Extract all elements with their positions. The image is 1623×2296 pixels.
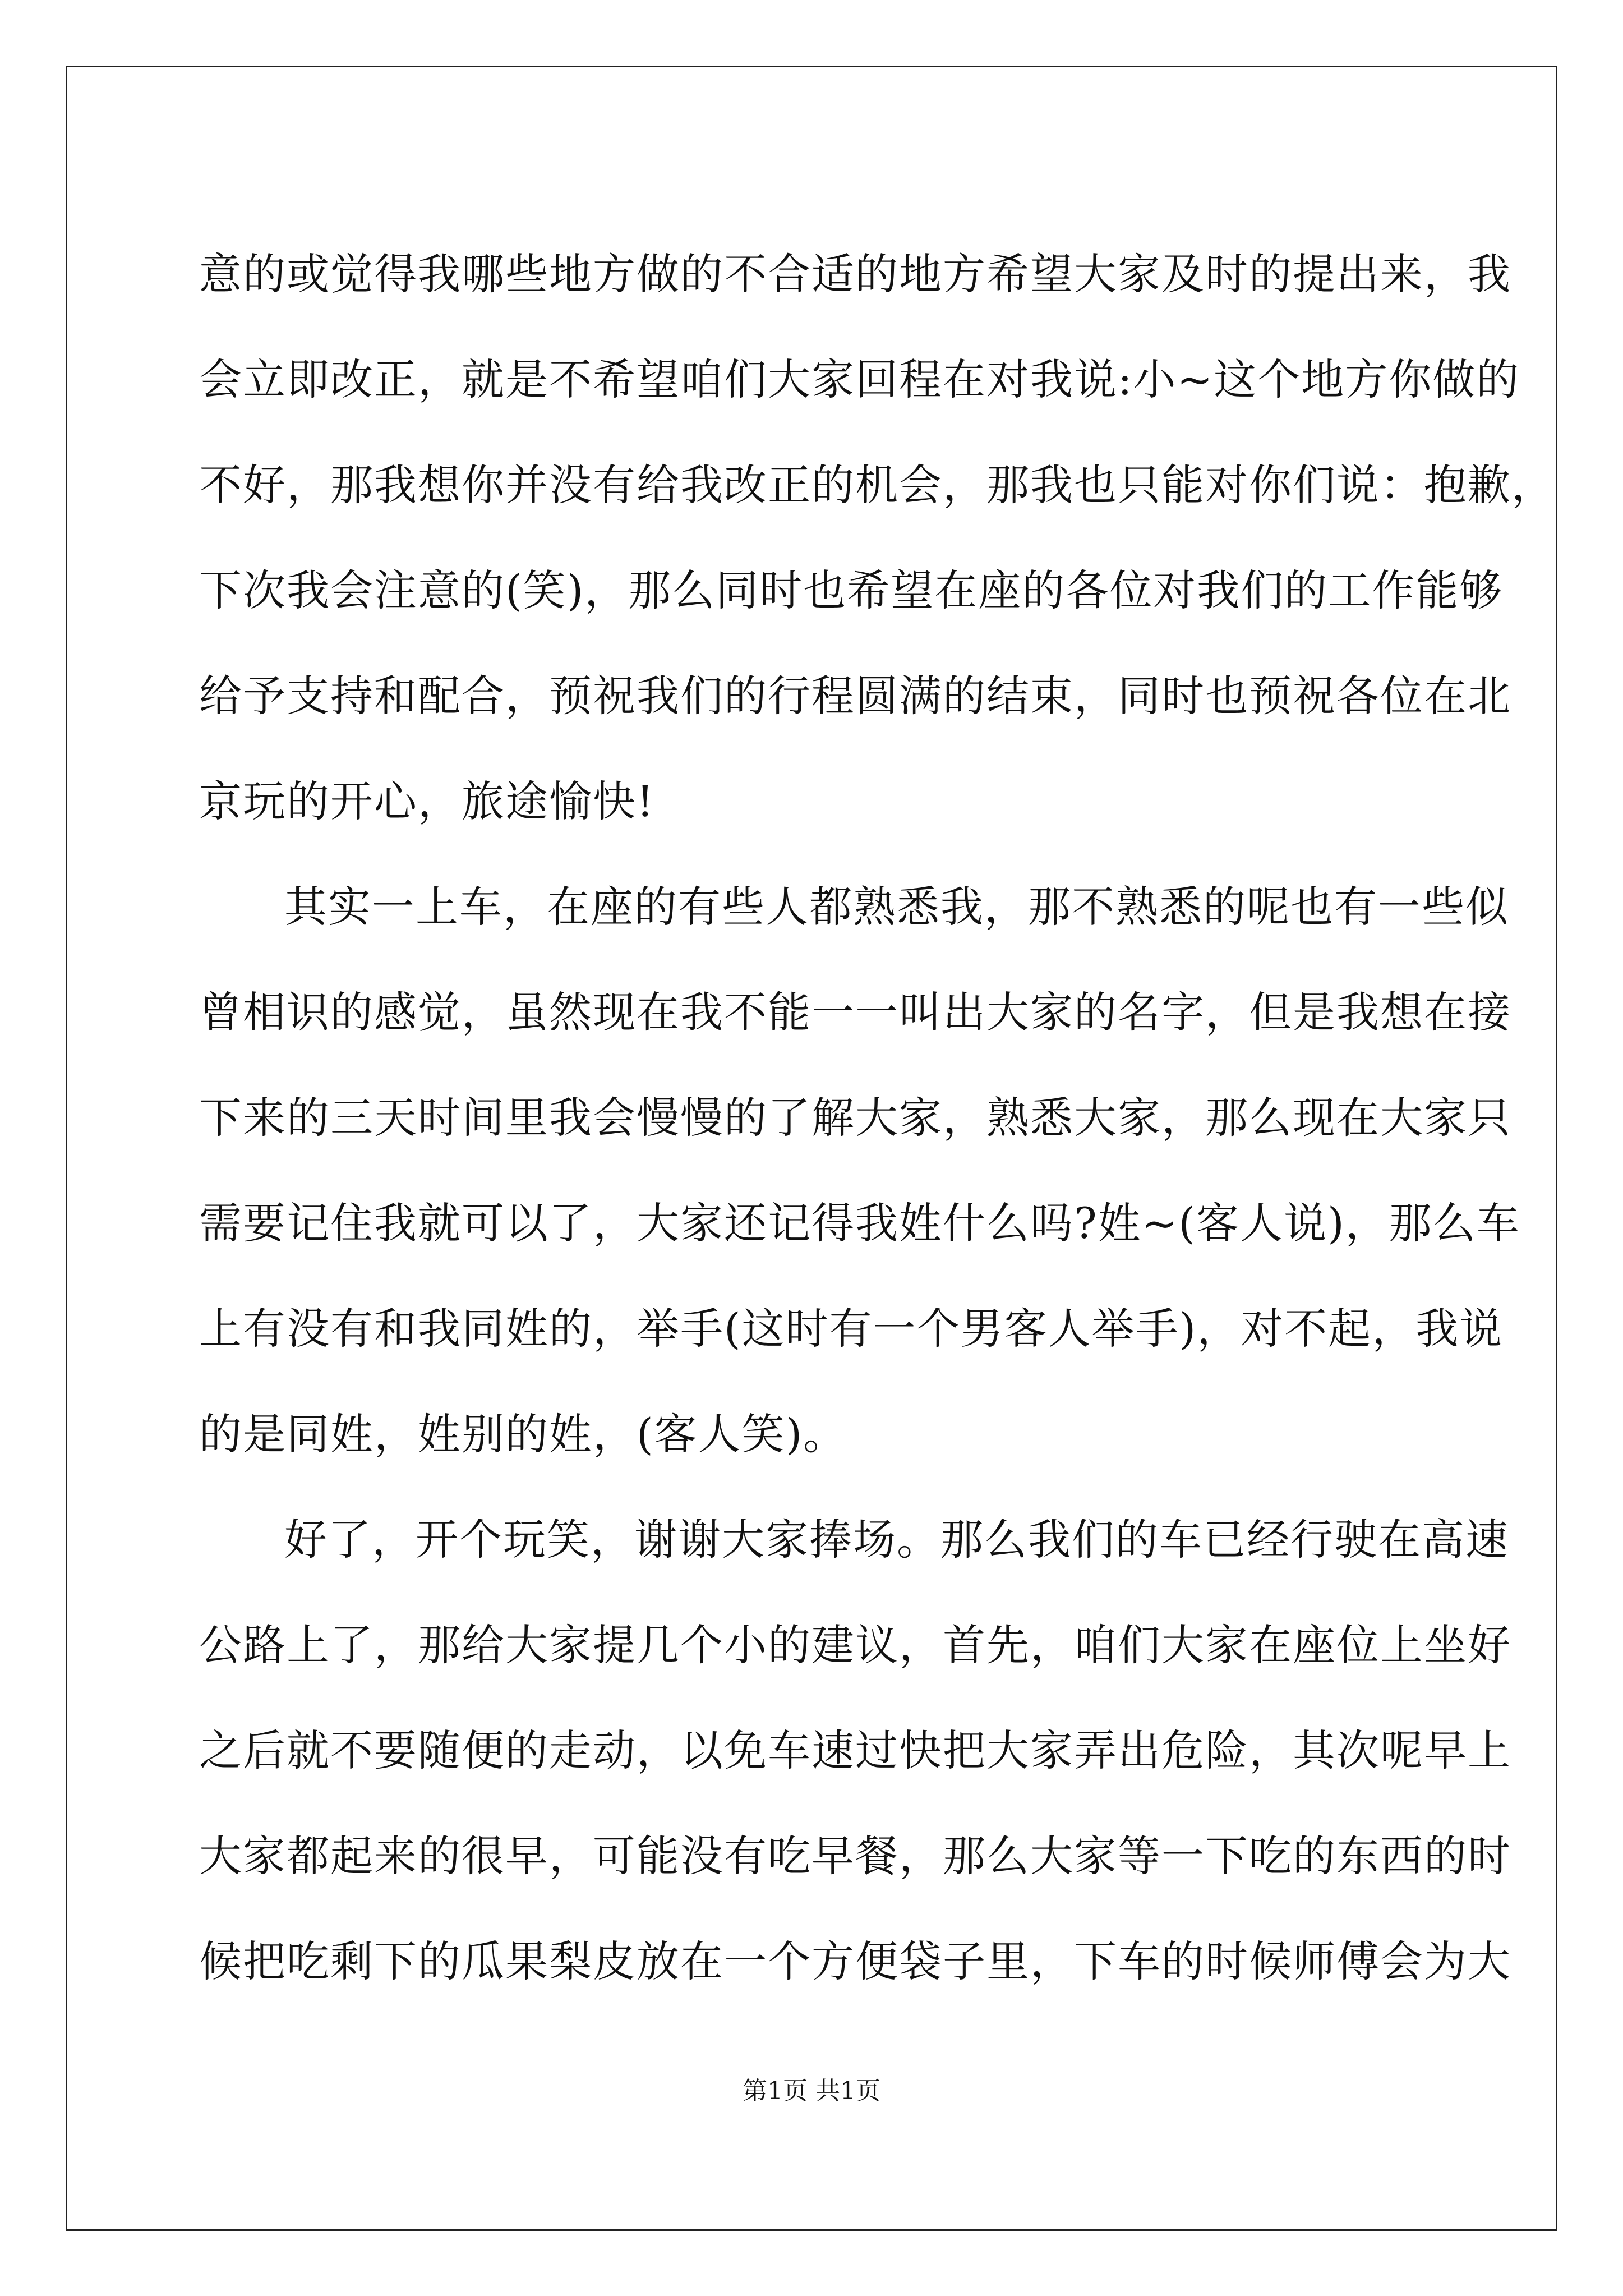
text-line: 下次我会注意的(笑)，那么同时也希望在座的各位对我们的工作能够: [199, 565, 1504, 615]
page-number-footer: 第1页 共1页: [743, 2077, 880, 2105]
text-line: 之后就不要随便的走动，以免车速过快把大家弄出危险，其次呢早上: [199, 1726, 1511, 1775]
text-line: 京玩的开心，旅途愉快!: [199, 776, 655, 826]
text-line: 给予支持和配合，预祝我们的行程圆满的结束，同时也预祝各位在北: [199, 671, 1511, 721]
text-line: 的是同姓，姓别的姓，(客人笑)。: [199, 1409, 847, 1459]
text-line: 曾相识的感觉，虽然现在我不能一一叫出大家的名字，但是我想在接: [199, 987, 1511, 1037]
text-line: 会立即改正，就是不希望咱们大家回程在对我说:小~这个地方你做的: [199, 355, 1520, 404]
paragraph-start-line: 好了，开个玩笑，谢谢大家捧场。那么我们的车已经行驶在高速: [284, 1515, 1509, 1565]
text-line: 公路上了，那给大家提几个小的建议，首先，咱们大家在座位上坐好: [199, 1620, 1511, 1670]
text-line: 下来的三天时间里我会慢慢的了解大家，熟悉大家，那么现在大家只: [199, 1093, 1511, 1143]
text-line: 不好，那我想你并没有给我改正的机会，那我也只能对你们说：抱歉，: [199, 460, 1555, 510]
text-line: 大家都起来的很早，可能没有吃早餐，那么大家等一下吃的东西的时: [199, 1831, 1511, 1881]
text-line: 意的或觉得我哪些地方做的不合适的地方希望大家及时的提出来，我: [199, 249, 1511, 299]
text-line: 上有没有和我同姓的，举手(这时有一个男客人举手)，对不起，我说: [199, 1304, 1504, 1354]
document-body: [199, 222, 1555, 2014]
paragraph-start-line: 其实一上车，在座的有些人都熟悉我，那不熟悉的呢也有一些似: [284, 882, 1509, 932]
text-line: 需要记住我就可以了，大家还记得我姓什么吗?姓~(客人说)，那么车: [199, 1198, 1520, 1248]
text-line: 候把吃剩下的瓜果梨皮放在一个方便袋子里，下车的时候师傅会为大: [199, 1936, 1511, 1986]
